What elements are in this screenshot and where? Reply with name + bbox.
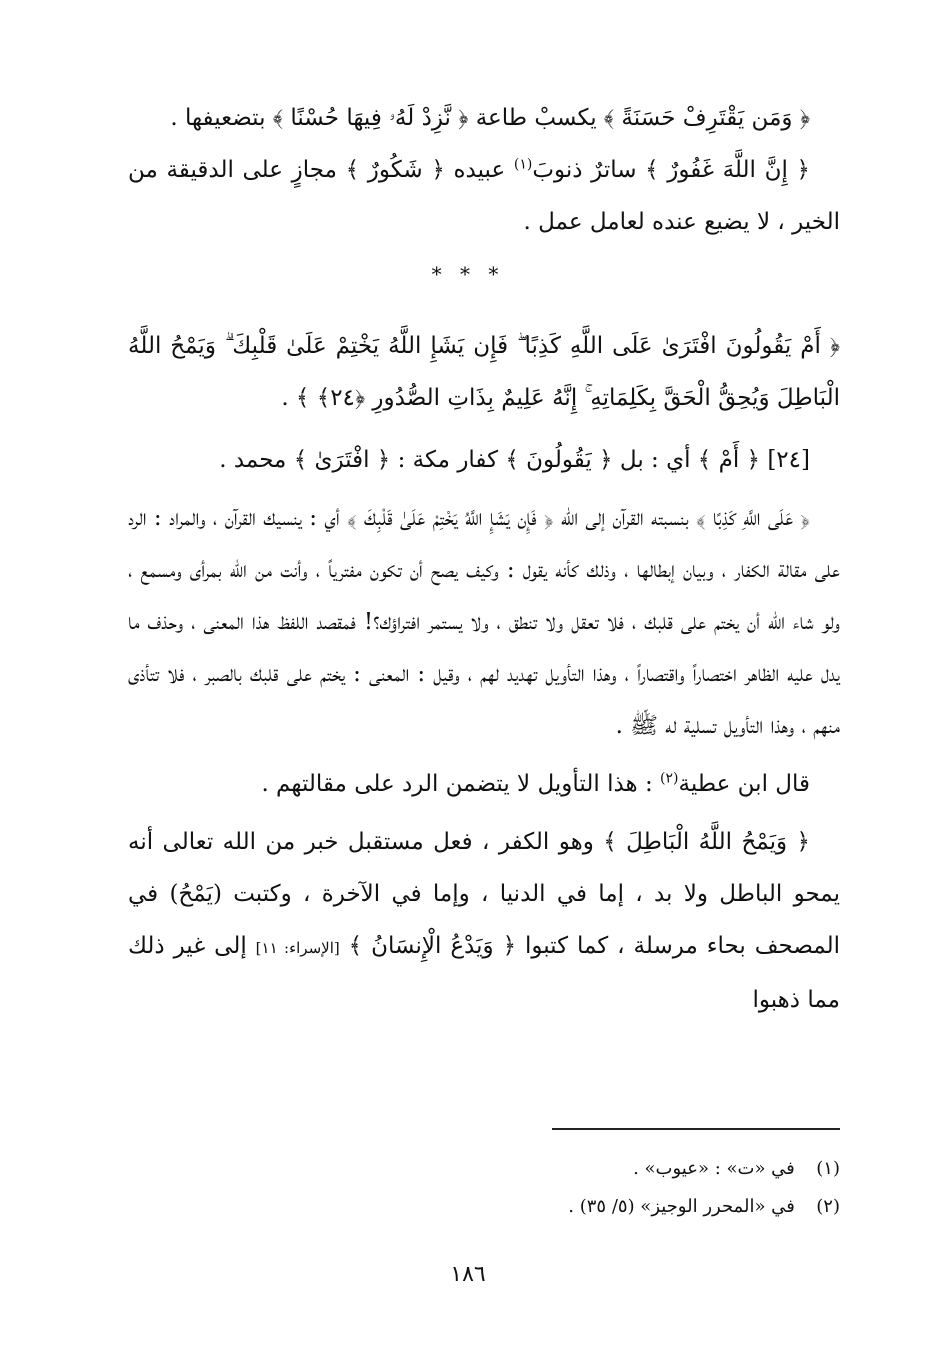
footnote-text: في «ت» : «عيوب» . xyxy=(633,1158,795,1179)
page-number: ١٨٦ xyxy=(450,1262,486,1287)
paragraph-verse-number: [٢٤] ﴿ أَمْ ﴾ أي : بل ﴿ يَقُولُونَ ﴾ كفار مكة : ﴿ افْتَرَىٰ ﴾ محمد . xyxy=(219,447,810,473)
footnote-ref-2: (٢) xyxy=(660,770,679,787)
paragraph-text: ﴿ إِنَّ اللَّهَ غَفُورٌ ﴾ ساترٌ ذنوبَ xyxy=(532,157,810,183)
footnotes xyxy=(128,1150,840,1226)
text-block-main xyxy=(128,320,840,1026)
paragraph-ghafur-shakur xyxy=(128,144,840,248)
paragraph-text: إلى غير ذلك مما ذهبوا xyxy=(128,933,840,1013)
paragraph-quran-hasana: ﴿ وَمَن يَقْتَرِفْ حَسَنَةً ﴾ يكسبْ طاعة ﴿ نَّزِدْ لَهُۥ فِيهَا حُسْنًا ﴾ بتضعيفها . xyxy=(170,105,810,131)
footnote-divider xyxy=(552,1128,840,1130)
paragraph-ibn-atiyya xyxy=(128,758,840,810)
footnote-text: في «المحرر الوجيز» (٥/ ٣٥) . xyxy=(568,1196,795,1217)
paragraph-text: قال ابن عطية xyxy=(678,771,810,797)
section-separator: * * * xyxy=(431,262,505,286)
footnote-1 xyxy=(128,1150,840,1188)
footnote-number: (٢) xyxy=(816,1196,840,1217)
quran-verse-24: ﴿ أَمْ يَقُولُونَ افْتَرَىٰ عَلَى اللَّهِ كَذِبًا ۖ فَإِن يَشَإِ اللَّهُ يَخْتِمْ عَلَىٰ قَلْبِكَ ۗ وَيَمْحُ اللَّهُ الْبَاطِلَ وَيُحِقُّ الْحَقَّ بِكَلِمَاتِهِ ۚ إِنَّهُ عَلِيمٌ بِذَاتِ الصُّدُورِ ﴿٢٤﴾ ﴾ . xyxy=(128,333,840,411)
footnote-ref-1: (١) xyxy=(513,156,533,173)
footnote-2 xyxy=(128,1188,840,1226)
surah-reference: [الإسراء: ١١] xyxy=(255,939,340,957)
paragraph-text: عبيده ﴿ شَكُورٌ ﴾ مجازٍ على الدقيقة من الخير ، لا يضيع عنده لعامل عمل . xyxy=(128,157,840,235)
paragraph-yamhu xyxy=(128,816,840,1026)
text-block-top xyxy=(128,92,840,248)
paragraph-text: : هذا التأويل لا يتضمن الرد على مقالتهم . xyxy=(261,771,661,797)
paragraph-text: ﴿ وَيَمْحُ اللَّهُ الْبَاطِلَ ﴾ وهو الكفر ، فعل مستقبل خبر من الله تعالى أنه يمحو الباطل ولا بد ، إما في الدنيا ، وإما في الآخرة ، وكتبت (يَمْحُ) في المصحف بحاء مرسلة ، كما كتبوا ﴿ وَيَدْعُ الْإِنسَانُ ﴾ xyxy=(128,829,840,959)
paragraph-tafsir-khatm: ﴿ عَلَى اللَّهِ كَذِبًا ﴾ بنسبته القرآن إلى الله ﴿ فَإِن يَشَإِ اللَّهُ يَخْتِمْ عَلَىٰ قَلْبِكَ ﴾ أي : ينسيك القرآن ، والمراد : الرد على مقالة الكفار ، وبيان إبطالها ، وذلك كأنه يقول : وكيف يصح أن تكون مفترياً ، وأنت من الله بمرأى ومسمع ، ولو شاء الله أن يختم على قلبك ، فلا تعقل ولا تنطق ، ولا يستمر افتراؤك؟! فمقصد اللفظ هذا المعنى ، وحذف ما يدل عليه الظاهر اختصاراً واقتصاراً ، وهذا التأويل تهديد لهم ، وقيل : المعنى : يختم على قلبك بالصبر ، فلا تتأذى منهم ، وهذا التأويل تسلية له ﷺ . xyxy=(128,505,840,739)
footnote-number: (١) xyxy=(816,1158,840,1179)
